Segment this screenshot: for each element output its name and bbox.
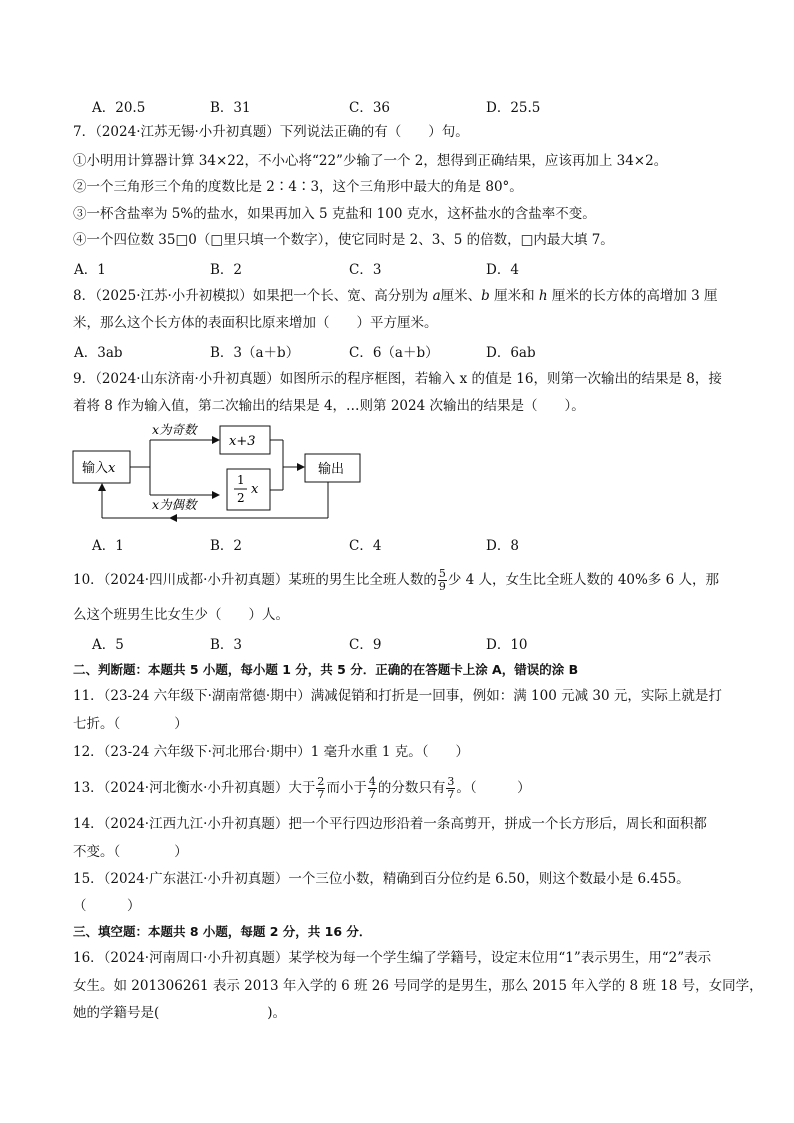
q9-stem-line2: 着将 8 作为输入值，第二次输出的结果是 4，…则第 2024 次输出的结果是（ ）。 [73, 398, 585, 414]
q8-option-d: D．6ab [486, 345, 536, 361]
q16-line3: 她的学籍号是( )。 [73, 1005, 287, 1021]
odd-condition-label: x为奇数 [152, 422, 197, 437]
q16-line2: 女生。如 201306261 表示 2013 年入学的 6 班 26 号同学的是男生，那么 2015 年入学的 8 班 18 号，女同学， [73, 978, 763, 994]
q12: 12．（23-24 六年级下·河北邢台·期中）1 毫升水重 1 克。（ ） [73, 744, 470, 760]
q8-stem-line2: 米，那么这个长方体的表面积比原来增加（ ）平方厘米。 [73, 315, 438, 331]
q6-option-d: D．25.5 [486, 100, 541, 116]
q9-flowchart [70, 418, 370, 528]
q7-statement-1: ①小明用计算器计算 34×22，不小心将“22”少输了一个 2，想得到正确结果，应该再加上 34×2。 [73, 153, 668, 169]
q7-stem: 7．（2024·江苏无锡·小升初真题）下列说法正确的有（ ）句。 [73, 124, 469, 140]
q10-option-d: D．10 [486, 637, 528, 653]
q8-option-a: A．3ab [74, 345, 123, 361]
even-condition-label: x为偶数 [152, 497, 197, 512]
q9-option-a: A．1 [92, 538, 124, 554]
q14-line2: 不变。（ ） [73, 844, 188, 860]
q6-option-a: A．20.5 [92, 100, 146, 116]
even-variable: x [251, 482, 259, 497]
q15-line2: （ ） [73, 898, 141, 914]
q15-line1: 15．（2024·广东湛江·小升初真题）一个三位小数，精确到百分位约是 6.50，则这个数最小是 6.455。 [73, 871, 690, 887]
q7-option-d: D．4 [486, 262, 519, 278]
q7-option-a: A．1 [74, 262, 106, 278]
even-denominator: 2 [237, 491, 245, 505]
q7-statement-2: ②一个三角形三个角的度数比是 2∶4∶3，这个三角形中最大的角是 80°。 [73, 179, 523, 195]
q10-option-c: C．9 [349, 637, 382, 653]
q6-option-c: C．36 [349, 100, 391, 116]
q14-line1: 14．（2024·江西九江·小升初真题）把一个平行四边形沿着一条高剪开，拼成一个长方形后，周长和面积都 [73, 816, 707, 832]
q8-option-b: B．3（a＋b） [210, 345, 300, 361]
even-operation-box [227, 469, 270, 510]
q16-line1: 16．（2024·河南周口·小升初真题）某学校为每一个学生编了学籍号，设定末位用“1”表示男生，用“2”表示 [73, 950, 712, 966]
odd-operation-label: x+3 [229, 434, 256, 449]
q8-option-c: C．6（a＋b） [349, 345, 439, 361]
q7-option-b: B．2 [210, 262, 243, 278]
q7-statement-3: ③一杯含盐率为 5%的盐水，如果再加入 5 克盐和 100 克水，这杯盐水的含盐率不变。 [73, 206, 596, 222]
q9-stem-line1: 9．（2024·山东济南·小升初真题）如图所示的程序框图，若输入 x 的值是 16，则第一次输出的结果是 8，接 [73, 371, 722, 387]
q8-stem-line1: 8．（2025·江苏·小升初模拟）如果把一个长、宽、高分别为 a厘米、b 厘米和 h 厘米的长方体的高增加 3 厘 [73, 288, 718, 304]
q9-option-b: B．2 [210, 538, 243, 554]
output-label: 输出 [318, 462, 345, 477]
section-3-heading: 三、填空题：本题共 8 小题，每题 2 分，共 16 分． [73, 924, 372, 939]
q9-option-c: C．4 [349, 538, 382, 554]
q13: 13．（2024·河北衡水·小升初真题）大于 $\frac{2}{7}$ 而小于 $\frac{4}{7}$ 的分数只有 $\frac{3}{7}$ 。（ ） [73, 775, 531, 801]
q11-line1: 11．（23-24 六年级下·湖南常德·期中）满减促销和打折是一回事，例如：满 100 元减 30 元，实际上就是打 [73, 688, 722, 704]
q6-option-b: B．31 [210, 100, 251, 116]
q10-stem-line2: 么这个班男生比女生少（ ）人。 [73, 607, 289, 623]
q7-option-c: C．3 [349, 262, 382, 278]
q10-option-a: A．5 [92, 637, 124, 653]
q10-fraction: $\frac{5}{9}$ [438, 567, 446, 593]
q7-statement-4: ④一个四位数 35□0（□里只填一个数字），使它同时是 2、3、5 的倍数，□内最大填 7。 [73, 232, 614, 248]
q10-option-b: B．3 [210, 637, 243, 653]
q10-stem-line1: 10．（2024·四川成都·小升初真题）某班的男生比全班人数的 $\frac{5}{9}$ 少 4 人，女生比全班人数的 40%多 6 人，那 [73, 567, 720, 593]
even-numerator: 1 [237, 473, 245, 487]
section-2-heading: 二、判断题：本题共 5 小题，每小题 1 分，共 5 分．正确的在答题卡上涂 A，错误的涂 B [73, 662, 579, 677]
q9-option-d: D．8 [486, 538, 519, 554]
q11-line2: 七折。（ ） [73, 716, 188, 732]
input-label: 输入x [82, 461, 116, 476]
